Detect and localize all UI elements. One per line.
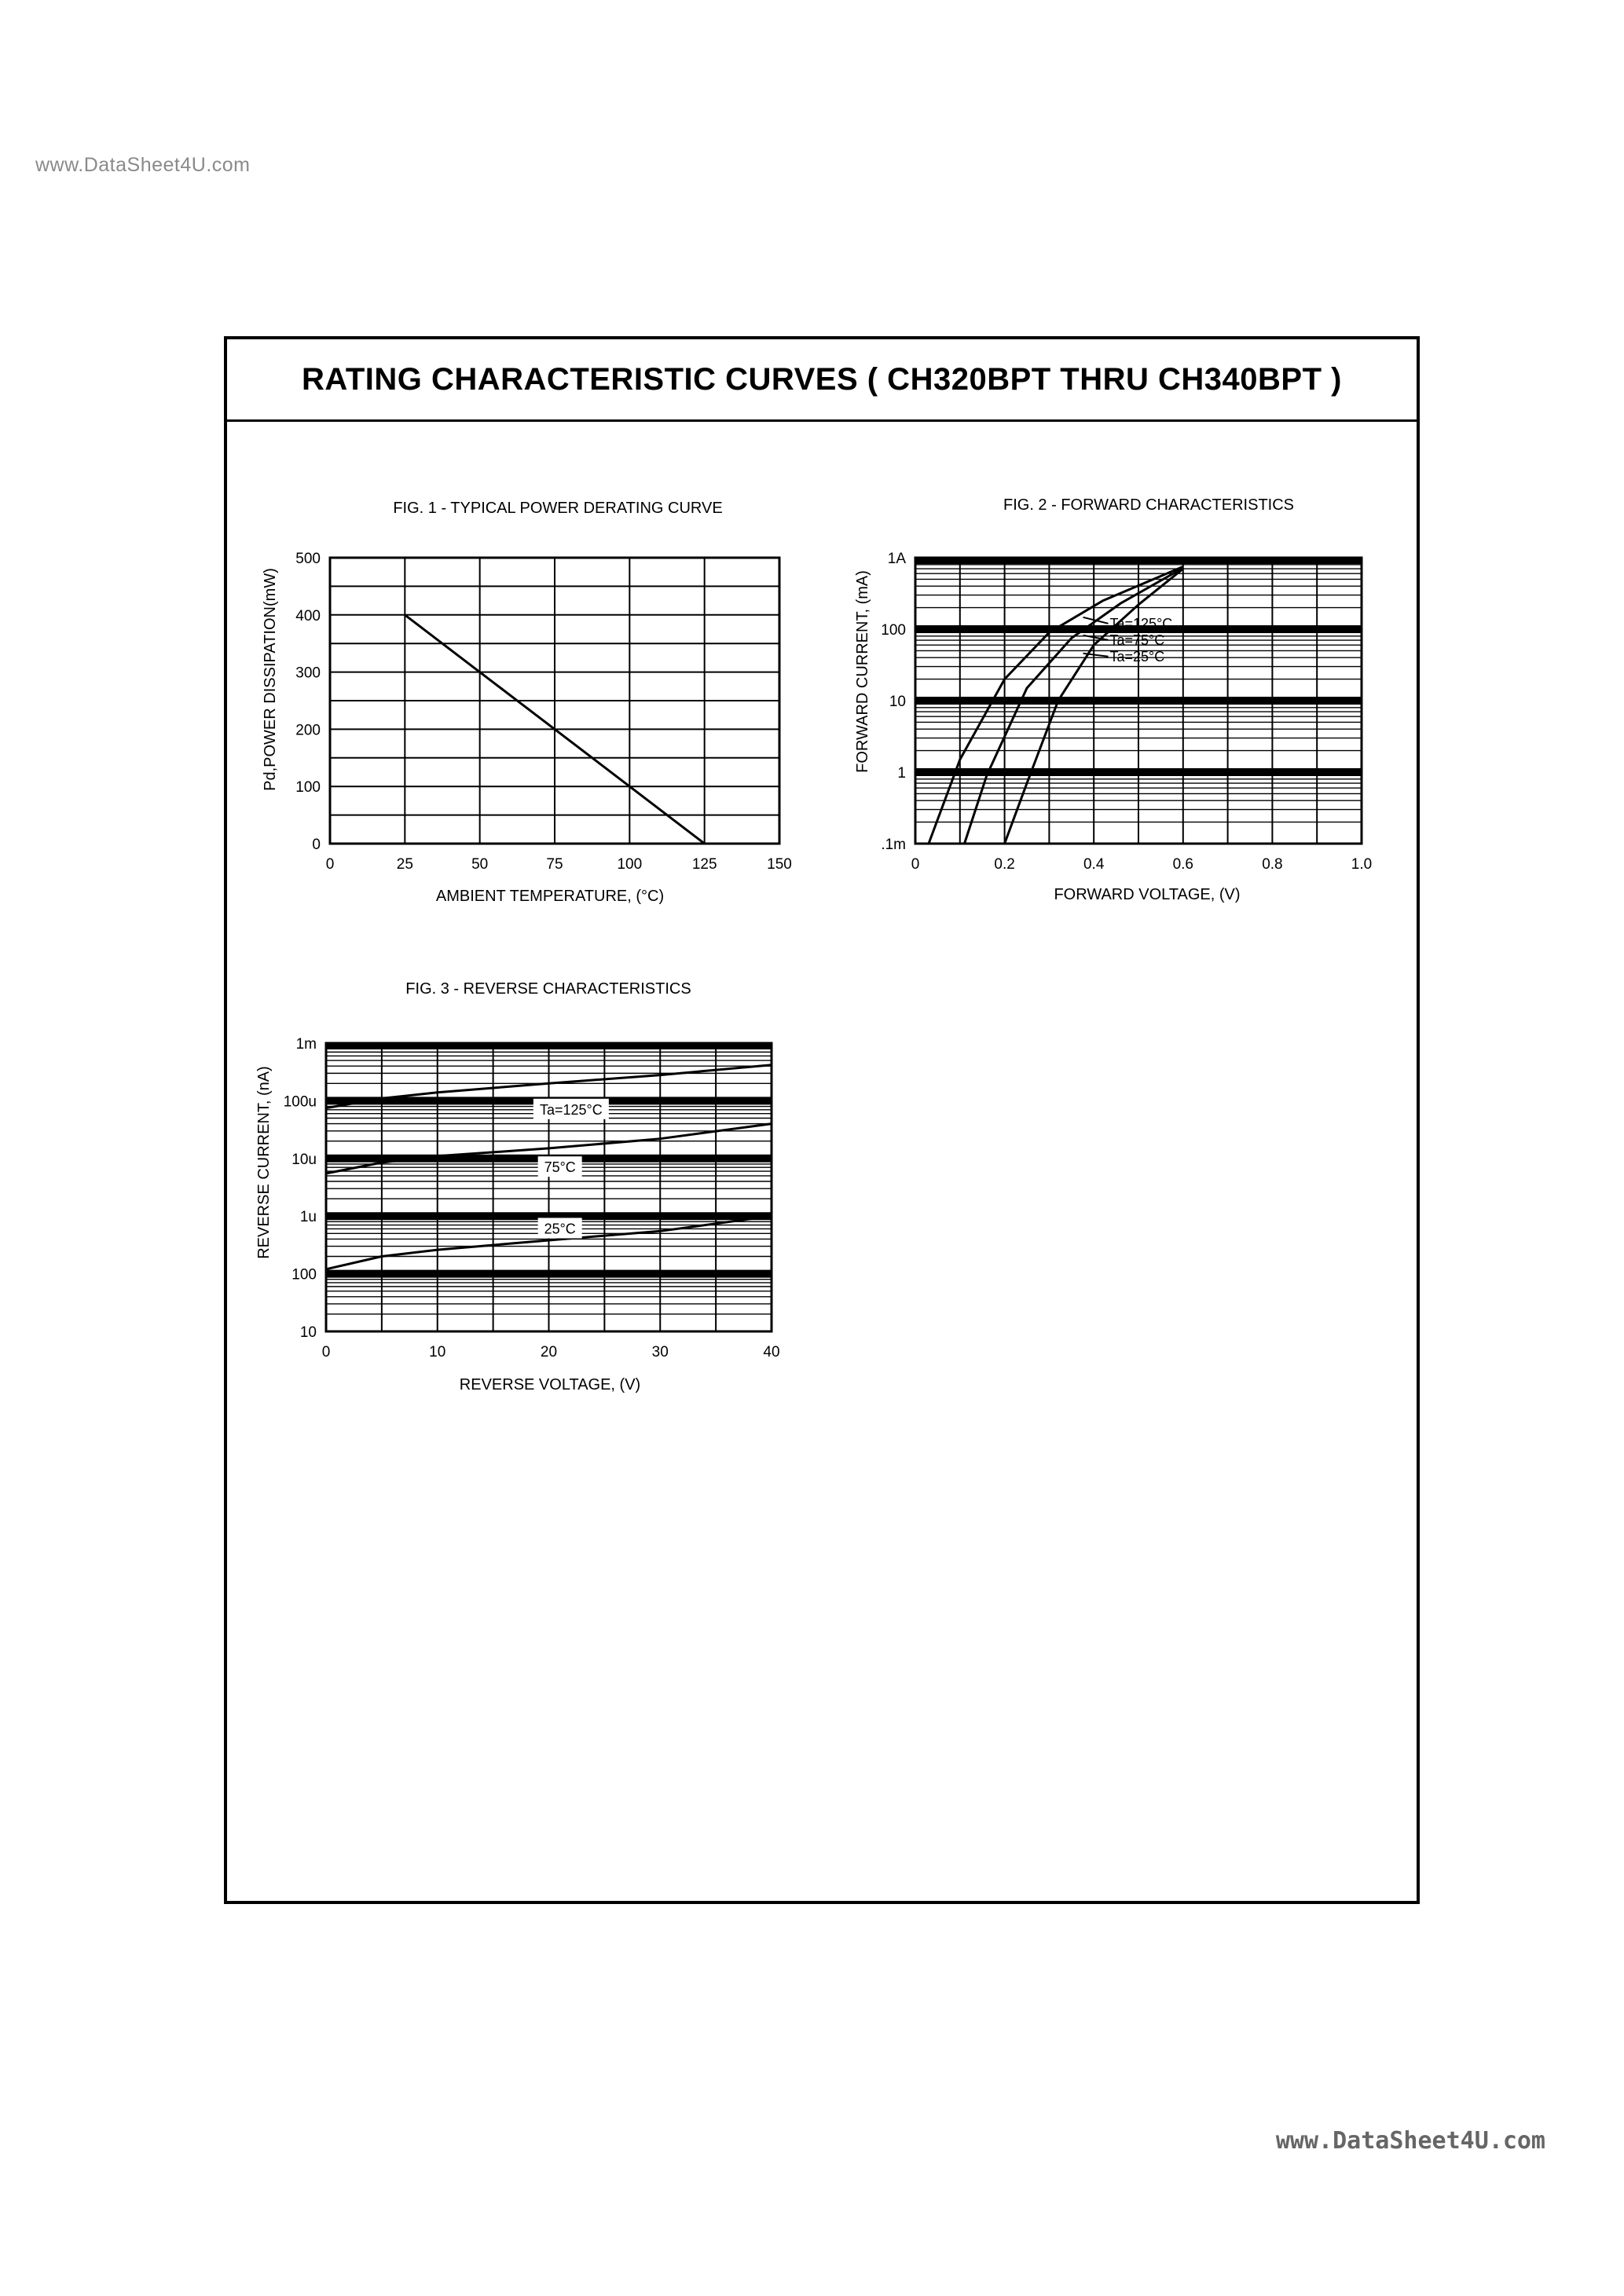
fig2-xtick-label: 0.2	[994, 856, 1015, 873]
fig1-ytick-label: 200	[295, 722, 321, 739]
fig1-xtick-label: 125	[691, 856, 717, 873]
fig3-ytick-label: 10u	[291, 1151, 317, 1168]
fig1-xtick-label: 25	[396, 856, 413, 873]
fig1-xtick-label: 0	[325, 856, 335, 873]
fig2-ytick-label: 100	[881, 622, 906, 639]
fig3-xtick-label: 0	[321, 1344, 331, 1360]
fig3-ylabel: REVERSE CURRENT, (nA)	[255, 1066, 273, 1259]
fig3-grid	[326, 1043, 772, 1331]
fig1-ytick-label: 400	[295, 607, 321, 624]
fig1-ylabel: Pd,POWER DISSIPATION(mW)	[262, 568, 279, 791]
fig3-series-label: 25°C	[544, 1221, 576, 1237]
fig1-power-derating-chart	[251, 483, 817, 923]
fig2-ytick-label: 1	[897, 765, 906, 782]
fig2-title: FIG. 2 - FORWARD CHARACTERISTICS	[1003, 496, 1295, 514]
watermark-top[interactable]: www.DataSheet4U.com	[35, 154, 251, 176]
fig1-ytick-label: 300	[295, 665, 321, 682]
fig2-ytick-label: .1m	[881, 837, 906, 853]
fig1-xtick-label: 150	[767, 856, 792, 873]
fig3-reverse-characteristics-chart	[251, 970, 817, 1410]
fig1-ytick-label: 500	[295, 551, 321, 567]
fig2-series-line-1	[965, 568, 1183, 844]
fig3-title: FIG. 3 - REVERSE CHARACTERISTICS	[405, 980, 691, 998]
fig1-xtick-label: 50	[471, 856, 489, 873]
fig2-xlabel: FORWARD VOLTAGE, (V)	[1054, 886, 1241, 903]
fig2-xtick-label: 0.8	[1262, 856, 1283, 873]
fig2-xtick-label: 0.4	[1083, 856, 1105, 873]
fig3-series-label: 75°C	[544, 1159, 576, 1176]
page-title: RATING CHARACTERISTIC CURVES ( CH320BPT THRU CH340BPT )	[302, 361, 1342, 397]
fig3-ytick-label: 10	[299, 1324, 317, 1341]
fig1-grid	[330, 558, 779, 844]
fig3-xtick-label: 40	[763, 1344, 780, 1360]
fig1-ytick-label: 100	[295, 779, 321, 796]
fig1-tick-labels	[295, 551, 792, 873]
fig2-ytick-label: 1A	[887, 551, 906, 567]
fig3-xtick-label: 30	[651, 1344, 669, 1360]
fig2-xtick-label: 1.0	[1351, 856, 1373, 873]
fig1-xtick-label: 75	[546, 856, 563, 873]
fig3-ytick-label: 1u	[299, 1209, 317, 1226]
fig3-ytick-label: 100	[291, 1266, 317, 1283]
fig2-xtick-label: 0	[911, 856, 920, 873]
watermark-bottom[interactable]: www.DataSheet4U.com	[1275, 2127, 1545, 2155]
fig1-xtick-label: 100	[617, 856, 643, 873]
fig2-series-label: Ta=25°C	[1109, 648, 1165, 665]
fig3-series-label: Ta=125°C	[539, 1101, 603, 1118]
fig3-ytick-label: 1m	[295, 1036, 317, 1053]
fig2-leader-line	[1083, 617, 1109, 624]
fig1-title: FIG. 1 - TYPICAL POWER DERATING CURVE	[393, 500, 723, 517]
fig2-series-label: Ta=125°C	[1109, 615, 1173, 632]
fig2-grid	[915, 558, 1362, 844]
fig2-xtick-label: 0.6	[1172, 856, 1194, 873]
fig1-ytick-label: 0	[312, 837, 321, 853]
fig2-series-label: Ta=75°C	[1109, 632, 1165, 648]
fig2-ytick-label: 10	[889, 694, 906, 710]
fig3-ytick-label: 100u	[283, 1093, 317, 1111]
header	[227, 339, 1417, 422]
fig1-xlabel: AMBIENT TEMPERATURE, (°C)	[435, 888, 665, 905]
fig2-ylabel: FORWARD CURRENT, (mA)	[854, 570, 871, 773]
fig3-xtick-label: 20	[540, 1344, 558, 1360]
fig3-xlabel: REVERSE VOLTAGE, (V)	[459, 1376, 641, 1393]
fig3-xtick-label: 10	[429, 1344, 446, 1360]
fig2-forward-characteristics-chart	[841, 483, 1406, 923]
